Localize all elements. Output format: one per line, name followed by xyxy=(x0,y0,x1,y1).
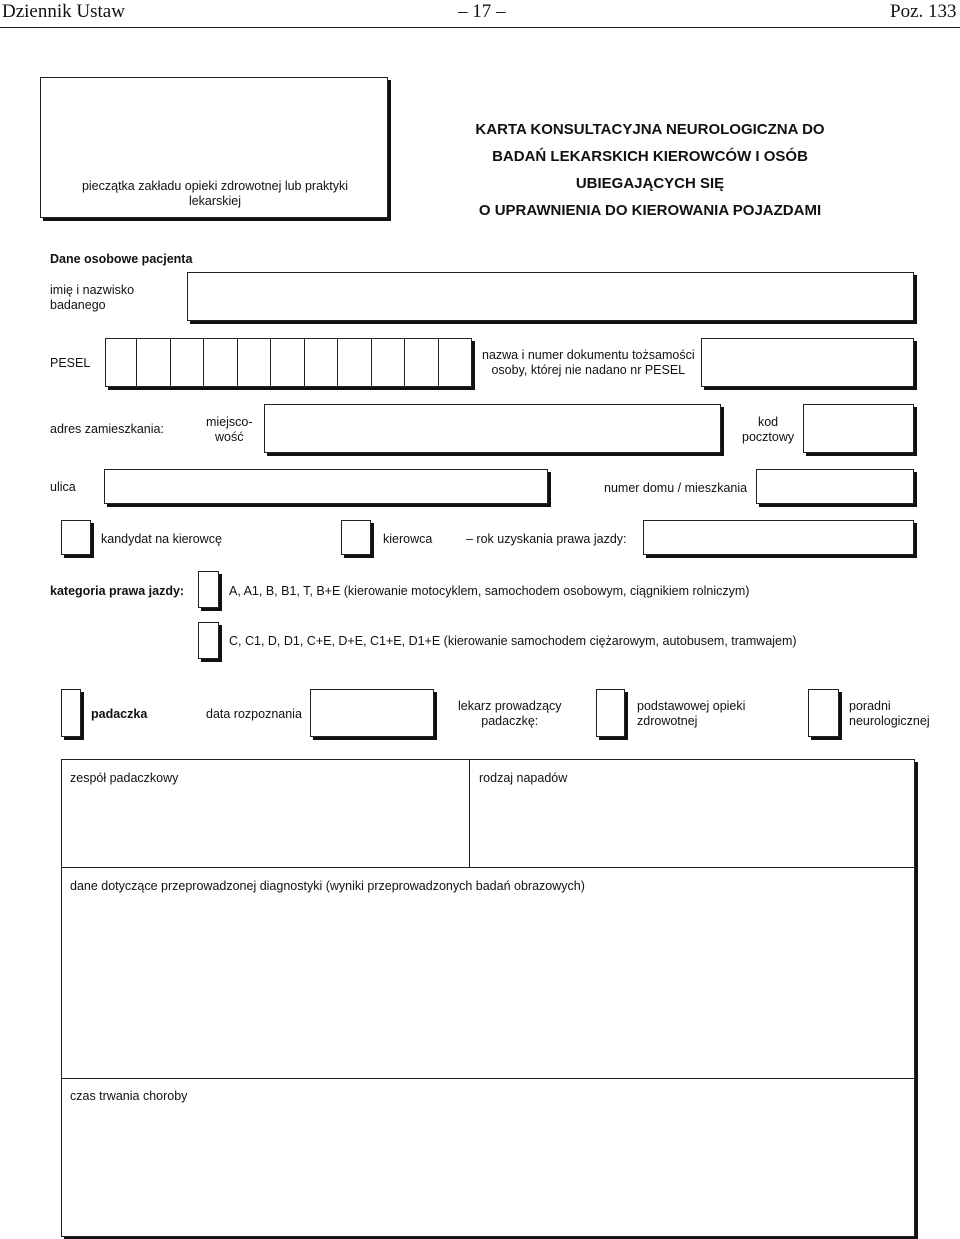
table-divider-vertical xyxy=(469,760,470,867)
title-line-2: BADAŃ LEKARSKICH KIEROWCÓW I OSÓB xyxy=(492,148,808,165)
form-title xyxy=(400,116,900,224)
pesel-digit-divider xyxy=(170,339,171,386)
category-group-1-label: A, A1, B, B1, T, B+E (kierowanie motocyklem, samochodem osobowym, ciągnikiem rolniczym) xyxy=(229,584,750,598)
neurology-clinic-checkbox[interactable] xyxy=(808,689,839,737)
category-group-2-checkbox[interactable] xyxy=(198,622,219,659)
title-line-4: O UPRAWNIENIA DO KIEROWANIA POJAZDAMI xyxy=(478,202,822,219)
candidate-checkbox[interactable] xyxy=(61,520,91,555)
category-group-2-label: C, C1, D, D1, C+E, D+E, C1+E, D1+E (kierowanie samochodem ciężarowym, autobusem, tramwajem) xyxy=(229,634,797,648)
section-personal-data: Dane osobowe pacjenta xyxy=(50,252,193,266)
name-label-1: imię i nazwisko xyxy=(50,283,135,297)
stamp-label: pieczątka zakładu opieki zdrowotnej lub praktyki xyxy=(81,179,349,193)
pesel-digit-divider xyxy=(404,339,405,386)
postal-code-label-1: kod xyxy=(757,415,779,429)
house-number-label: numer domu / mieszkania xyxy=(604,481,748,495)
diagnosis-date-label: data rozpoznania xyxy=(206,707,302,721)
candidate-label: kandydat na kierowcę xyxy=(101,532,222,546)
driver-label: kierowca xyxy=(383,532,433,546)
city-label xyxy=(206,415,253,445)
name-field[interactable] xyxy=(187,272,914,321)
stamp-box xyxy=(40,77,388,218)
stamp-label-2: lekarskiej xyxy=(188,194,242,208)
primary-care-checkbox[interactable] xyxy=(596,689,625,737)
treating-doctor-label-2: padaczkę: xyxy=(481,714,539,728)
street-field[interactable] xyxy=(104,469,548,504)
name-label xyxy=(50,283,134,313)
header-rule xyxy=(0,27,960,28)
street-label: ulica xyxy=(50,480,76,494)
pesel-digit-divider xyxy=(136,339,137,386)
id-document-label-1: nazwa i numer dokumentu tożsamości xyxy=(482,348,695,362)
seizure-type-label: rodzaj napadów xyxy=(479,771,568,785)
clinical-details-table xyxy=(61,759,915,1237)
diagnostics-label: dane dotyczące przeprowadzonej diagnostyki (wyniki przeprowadzonych badań obrazowych) xyxy=(70,879,585,893)
neurology-clinic-label xyxy=(849,699,930,729)
primary-care-label-1: podstawowej opieki xyxy=(637,699,746,713)
id-document-field[interactable] xyxy=(701,338,914,387)
id-document-label xyxy=(482,348,695,378)
postal-code-label xyxy=(742,415,794,445)
treating-doctor-label-1: lekarz prowadzący xyxy=(458,699,562,713)
primary-care-label-2: zdrowotnej xyxy=(637,714,698,728)
pesel-digit-divider xyxy=(337,339,338,386)
title-line-3: UBIEGAJĄCYCH SIĘ xyxy=(575,175,725,192)
epilepsy-label: padaczka xyxy=(91,707,148,721)
neurology-clinic-label-2: neurologicznej xyxy=(849,714,930,728)
primary-care-label xyxy=(637,699,745,729)
table-divider-horizontal xyxy=(62,1078,914,1079)
pesel-digit-divider xyxy=(203,339,204,386)
title-line-1: KARTA KONSULTACYJNA NEUROLOGICZNA DO xyxy=(475,121,825,138)
pesel-digit-divider xyxy=(438,339,439,386)
city-label-2: wość xyxy=(215,430,244,444)
postal-code-field[interactable] xyxy=(803,404,914,453)
category-group-1-checkbox[interactable] xyxy=(198,571,219,608)
postal-code-label-2: pocztowy xyxy=(742,430,795,444)
city-label-1: miejsco- xyxy=(206,415,253,429)
address-label: adres zamieszkania: xyxy=(50,422,164,436)
id-document-label-2: osoby, której nie nadano nr PESEL xyxy=(491,363,686,377)
pesel-digit-divider xyxy=(304,339,305,386)
name-label-2: badanego xyxy=(50,298,106,312)
city-field[interactable] xyxy=(264,404,721,453)
epilepsy-checkbox[interactable] xyxy=(61,689,81,737)
table-divider-horizontal xyxy=(62,867,914,868)
epileptic-syndrome-label: zespół padaczkowy xyxy=(70,771,179,785)
position-number: Poz. 133 xyxy=(890,1,957,22)
pesel-digit-divider xyxy=(371,339,372,386)
driver-checkbox[interactable] xyxy=(341,520,371,555)
diagnosis-date-field[interactable] xyxy=(310,689,434,737)
neurology-clinic-label-1: poradni xyxy=(849,699,891,713)
licence-year-label: – rok uzyskania prawa jazdy: xyxy=(466,532,627,546)
categories-label: kategoria prawa jazdy: xyxy=(50,584,185,598)
treating-doctor-label xyxy=(458,699,562,729)
pesel-label: PESEL xyxy=(50,356,91,370)
house-number-field[interactable] xyxy=(756,469,914,504)
publication-name: Dziennik Ustaw xyxy=(2,1,125,22)
disease-duration-label: czas trwania choroby xyxy=(70,1089,188,1103)
pesel-field[interactable] xyxy=(105,338,472,387)
pesel-digit-divider xyxy=(237,339,238,386)
pesel-digit-divider xyxy=(270,339,271,386)
page-number: – 17 – xyxy=(458,1,506,22)
licence-year-field[interactable] xyxy=(643,520,914,555)
